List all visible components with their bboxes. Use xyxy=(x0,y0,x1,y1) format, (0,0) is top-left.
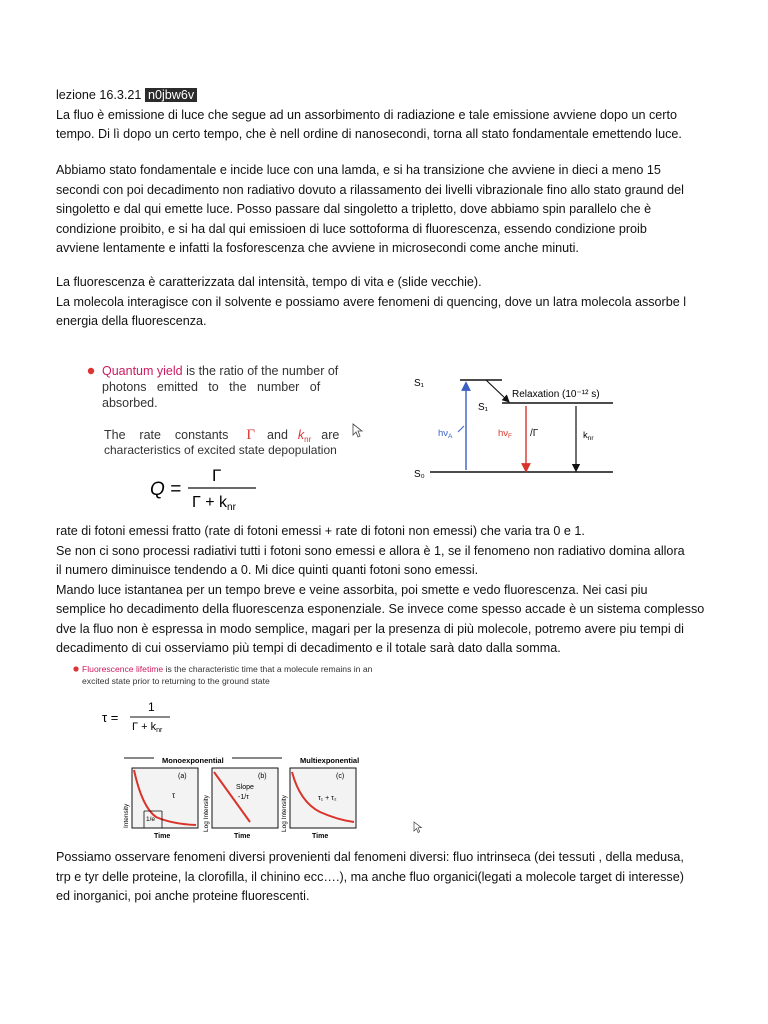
bullet-icon xyxy=(73,666,78,671)
text-line: dve la fluo non è espressa in modo semplice, magari per la presenza di più molecole, potremo avere piu tempi di xyxy=(56,621,684,636)
text-line: singoletto e dal qui emette luce. Posso passare dal singoletto a tripletto, dove abbiamo spin parallelo che è xyxy=(56,202,652,216)
panel-c-tau-sum: τ₁ + τ₂ xyxy=(318,795,337,802)
tau-equation: τ = xyxy=(102,710,119,725)
s1-lower-label: S₁ xyxy=(478,402,489,413)
text-line: Se non ci sono processi radiativi tutti i fotoni sono emessi e allora è 1, se il fenomeno non radiativo domina allora xyxy=(56,543,685,558)
panel-b-slope: Slope xyxy=(236,784,254,791)
page-title-line xyxy=(56,86,712,106)
mono-title: Monoexponential xyxy=(162,756,224,765)
text-line: rate di fotoni emessi fratto (rate di fotoni emessi + rate di fotoni non emessi) che varia tra 0 e 1. xyxy=(56,524,585,538)
s1-upper-label: S₁ xyxy=(414,378,425,389)
text-line: Possiamo osservare fenomeni diversi provenienti dal fenomeni diversi: fluo intrinseca (dei tessuti , della medusa, xyxy=(56,850,684,864)
text-line: Mando luce istantanea per un tempo breve e veine assorbita, poi smette e vedo fluorescenza. Nei casi piu xyxy=(56,582,648,597)
text-line: La fluo è emissione di luce che segue ad un assorbimento di radiazione e tale emissione avviene dopo un certo xyxy=(56,107,677,122)
lifetime-figure xyxy=(72,662,432,842)
relaxation-arrow xyxy=(486,380,507,400)
text-line: trp e tyr delle proteine, la clorofilla, il chinino ecc….), ma anche fluo organici(legati a molecole target di interesse) xyxy=(56,869,684,884)
panel-b-ylabel: Log Intensity xyxy=(203,795,210,832)
lifetime-line2: excited state prior to returning to the ground state xyxy=(82,676,270,686)
equation-numerator: Γ xyxy=(212,466,222,485)
paragraph-intro xyxy=(56,86,712,145)
equation-q: Q = xyxy=(150,479,182,500)
cursor-icon xyxy=(414,822,421,833)
paragraph-transitions xyxy=(56,161,712,259)
absorption-pointer xyxy=(458,426,464,432)
cursor-icon xyxy=(353,424,362,437)
text-line: ed inorganici, poi anche proteine fluorescenti. xyxy=(56,889,310,903)
panel-b-slope-value: -1/τ xyxy=(238,794,249,801)
text-line: avviene lentamente e infatti la fosforescenza che avviene in microsecondi come anche minuti. xyxy=(56,241,579,255)
text-line: La molecola interagisce con il solvente e possiamo avere fenomeni di quencing, dove un latra molecola assorbe l xyxy=(56,294,687,309)
text-line: La fluorescenza è caratterizzata dal intensità, tempo di vita e (slide vecchie). xyxy=(56,275,482,289)
panel-a-ylabel: Intensity xyxy=(123,803,130,828)
quantum-yield-figure xyxy=(84,362,364,512)
panel-a-label: (a) xyxy=(178,773,187,780)
relaxation-label: Relaxation (10⁻¹² s) xyxy=(512,389,600,400)
rate-constants-line2: characteristics of excited state depopulation xyxy=(104,443,337,457)
emission-label: $h\nu_F$ xyxy=(498,428,513,440)
text-line: il numero diminuisce tendendo a 0. Mi dice quinti quanti fotoni sono emessi. xyxy=(56,563,479,577)
panel-c-ylabel: Log Intensity xyxy=(281,795,288,832)
paragraph-characteristics xyxy=(56,273,712,332)
s0-label: S₀ xyxy=(414,469,425,480)
quantum-yield-line2: photons emitted to the number of xyxy=(102,380,321,394)
tau-denominator: Γ + knr xyxy=(132,721,163,734)
text-line: secondi con poi decadimento non radiativo dovuto a rilassamento dei livelli vibrazionale fino allo stato graund del xyxy=(56,182,684,197)
text-line: energia della fluorescenza. xyxy=(56,314,207,328)
panel-a-one-over-e: 1/e xyxy=(146,816,156,823)
panel-b-label: (b) xyxy=(258,773,267,780)
multi-title: Multiexponential xyxy=(300,756,360,765)
equation-denominator: Γ + knr xyxy=(192,494,236,512)
panel-c-xlabel: Time xyxy=(312,833,329,840)
tau-numerator: 1 xyxy=(148,700,155,714)
absorption-label: $h\nu_A$ xyxy=(438,428,453,440)
jablonski-diagram xyxy=(408,366,618,486)
quantum-yield-line1: Quantum yield is the ratio of the number of xyxy=(102,364,339,378)
rate-constants-line1: The rate constants Γ and $k_{nr}$ are xyxy=(104,427,340,444)
panel-a-tau: τ xyxy=(172,791,176,800)
paragraph-quantum-yield xyxy=(56,522,712,659)
knr-label: $k_{nr}$ xyxy=(583,430,594,442)
page-title: lezione 16.3.21 xyxy=(56,88,142,102)
quantum-yield-line3: absorbed. xyxy=(102,396,158,410)
paragraph-sources xyxy=(56,848,712,907)
text-line: condizione proibito, e si ha dal qui emissioen di luce sottoforma di fluorescenza, essendo condizione proib xyxy=(56,221,647,236)
panel-c-label: (c) xyxy=(336,773,345,780)
panel-b-xlabel: Time xyxy=(234,833,251,840)
lifetime-line1: Fluorescence lifetime is the characteristic time that a molecule remains in an xyxy=(82,664,373,674)
text-line: semplice ho decadimento della fluorescenza esponenziale. Se invece come spesso accade è un sistema complesso xyxy=(56,602,705,616)
text-line: tempo. Di lì dopo un certo tempo, che è nell ordine di nanosecondi, torna all stato fondamentale emettendo luce. xyxy=(56,127,682,141)
bullet-icon xyxy=(88,368,94,374)
panel-a-xlabel: Time xyxy=(154,833,171,840)
text-line: Abbiamo stato fondamentale e incide luce con una lamda, e si ha transizione che avviene in dieci a meno 15 xyxy=(56,163,661,177)
gamma-label: /Γ xyxy=(530,428,539,439)
text-line: decadimento di cui osserviamo più tempi di decadimento e il totale sarà dato dalla somma. xyxy=(56,641,561,655)
highlighted-tag: n0jbw6v xyxy=(145,88,197,102)
